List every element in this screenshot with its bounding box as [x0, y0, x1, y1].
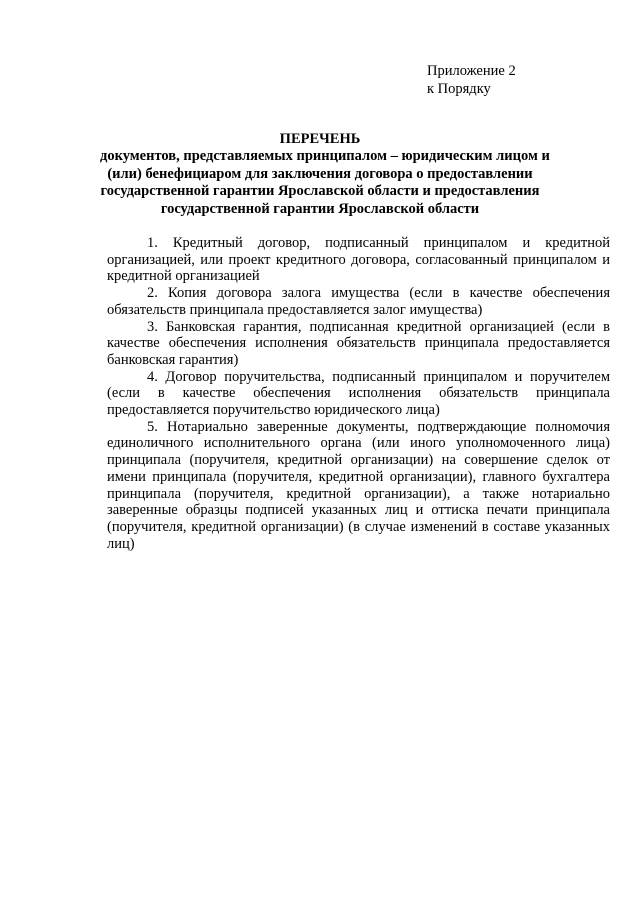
title-subheading-line: документов, представляемых принципалом – юридическим лицом и: [100, 148, 550, 164]
title-subheading-line: (или) бенефициаром для заключения договора о предоставлении: [107, 165, 533, 182]
document-list: [107, 235, 610, 552]
list-item: 3. Банковская гарантия, подписанная кредитной организацией (если в качестве обеспечения исполнения обязательств принципала предоставляется банковская гарантия): [107, 318, 610, 368]
title-subheading-line: государственной гарантии Ярославской области и предоставления: [100, 183, 540, 199]
appendix-reference: к Порядку: [427, 81, 491, 97]
title-heading: ПЕРЕЧЕНЬ: [279, 131, 361, 147]
document-title: [100, 130, 550, 218]
list-item: 5. Нотариально заверенные документы, подтверждающие полномочия единоличного исполнительного органа (или иного уполномоченного лица) принципала (поручителя, кредитной организации) на совершение сделок от имени принципала (поручителя, кредитной организации), главного бухгалтера принципала (поручителя, кредитной организации), а также нотариально заверенные образцы подписей указанных лиц и оттиска печати принципала (поручителя, кредитной организации) (в случае изменений в составе указанных лиц): [107, 418, 610, 552]
list-item: 1. Кредитный договор, подписанный принципалом и кредитной организацией, или проект кредитного договора, согласованный принципалом и кредитной организацией: [107, 235, 610, 285]
title-subheading: [100, 148, 550, 218]
list-item: 2. Копия договора залога имущества (если в качестве обеспечения обязательств принципала предоставляется залог имущества): [107, 285, 610, 318]
list-item: 4. Договор поручительства, подписанный принципалом и поручителем (если в качестве обеспечения исполнения обязательств принципала предоставляется поручительство юридического лица): [107, 368, 610, 419]
appendix-number: Приложение 2: [427, 63, 516, 79]
title-subheading-line: государственной гарантии Ярославской области: [160, 200, 480, 217]
appendix-header: [427, 62, 516, 98]
